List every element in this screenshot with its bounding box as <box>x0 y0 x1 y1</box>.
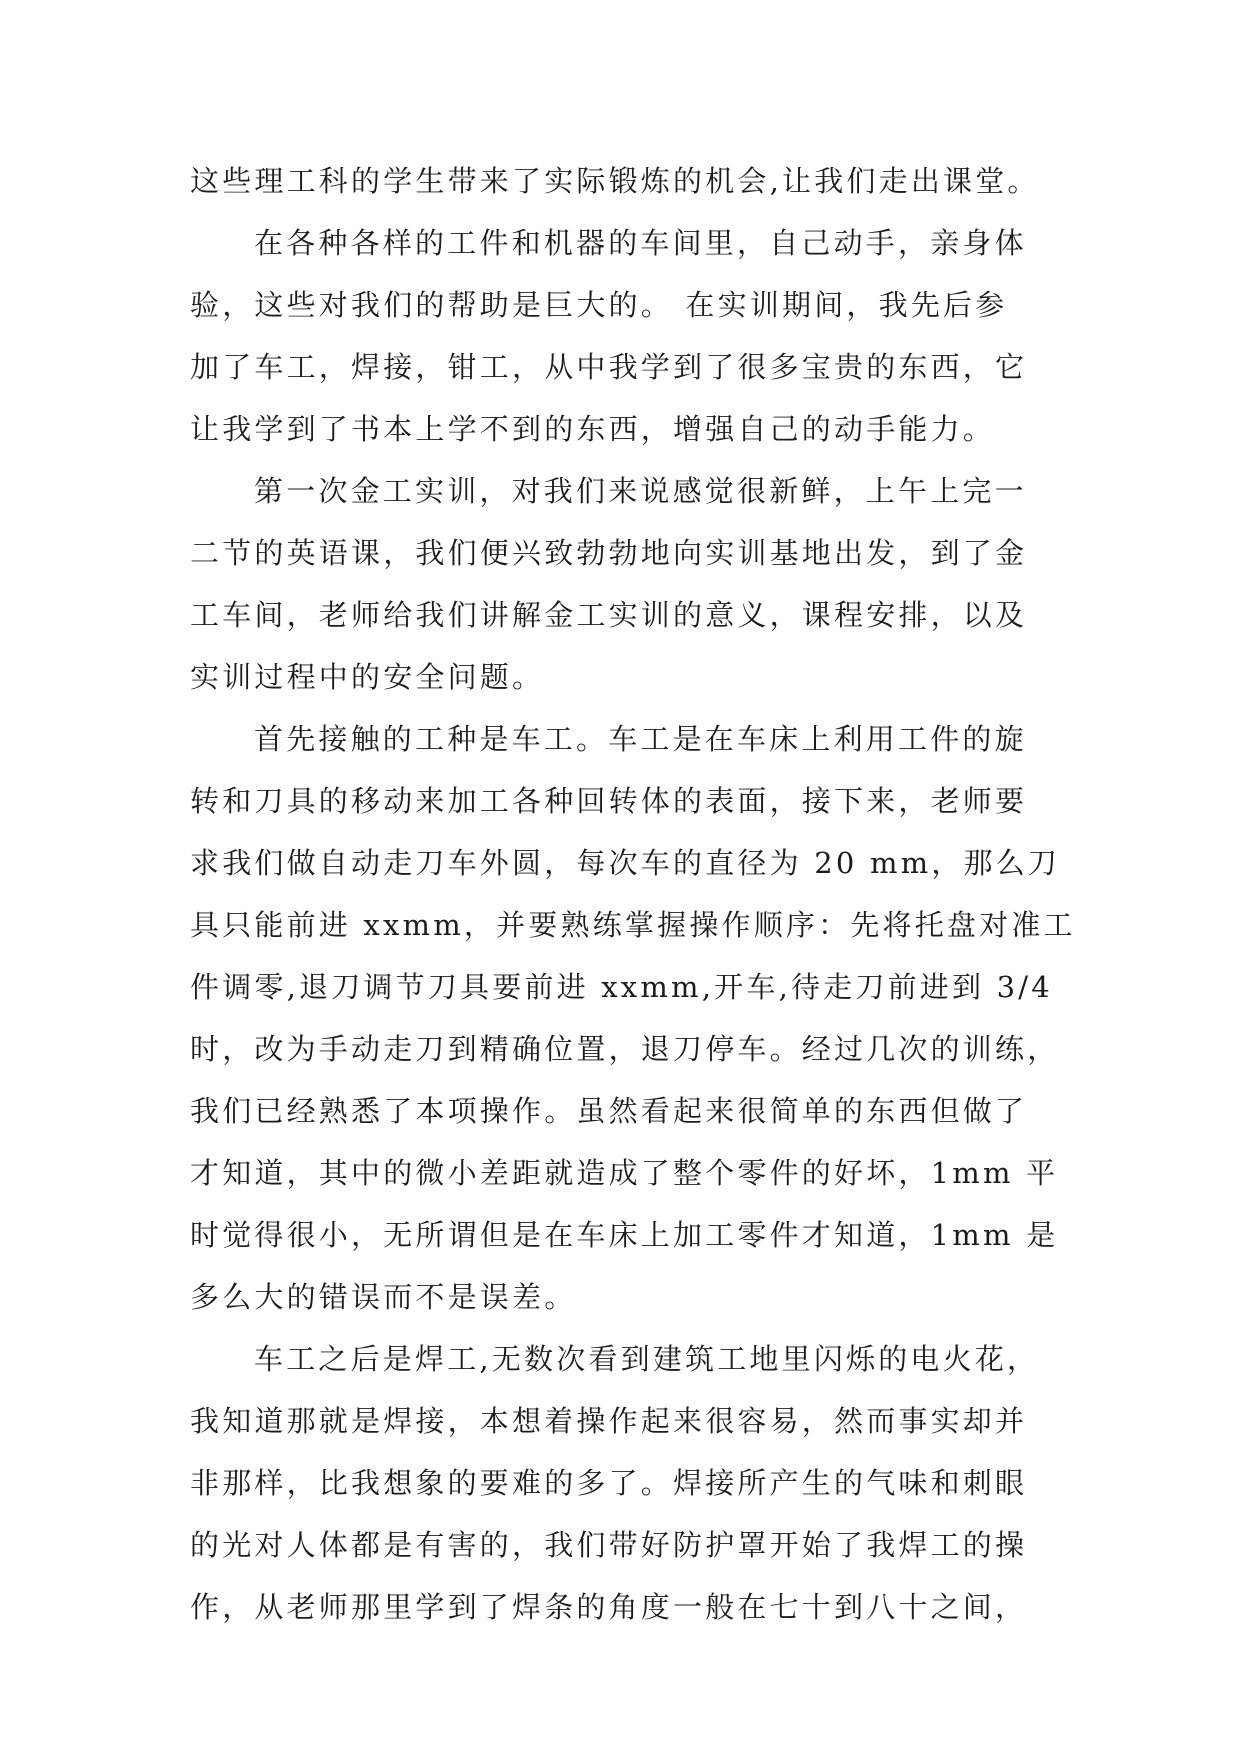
paragraph-start-line: 首先接触的工种是车工。车工是在车床上利用工件的旋 <box>254 722 1027 756</box>
text-line: 时觉得很小，无所谓但是在车床上加工零件才知道，1mm 是 <box>190 1218 1059 1252</box>
text-line: 实训过程中的安全问题。 <box>190 660 545 694</box>
text-line: 加了车工，焊接，钳工，从中我学到了很多宝贵的东西，它 <box>190 350 1028 384</box>
paragraph-start-line: 第一次金工实训，对我们来说感觉很新鲜，上午上完一 <box>254 474 1027 508</box>
text-line: 验，这些对我们的帮助是巨大的。 在实训期间，我先后参 <box>190 288 1008 322</box>
text-line: 我们已经熟悉了本项操作。虽然看起来很简单的东西但做了 <box>190 1094 1028 1128</box>
text-line: 件调零,退刀调节刀具要前进 xxmm,开车,待走刀前进到 3/4 <box>190 970 1053 1004</box>
text-line: 才知道，其中的微小差距就造成了整个零件的好坏，1mm 平 <box>190 1156 1059 1190</box>
text-line: 工车间，老师给我们讲解金工实训的意义，课程安排，以及 <box>190 598 1028 632</box>
text-line: 求我们做自动走刀车外圆，每次车的直径为 20 mm，那么刀 <box>190 846 1061 880</box>
text-line: 时，改为手动走刀到精确位置，退刀停车。经过几次的训练， <box>190 1032 1060 1066</box>
text-line: 具只能前进 xxmm，并要熟练掌握操作顺序：先将托盘对准工 <box>190 908 1076 942</box>
text-line: 非那样，比我想象的要难的多了。焊接所产生的气味和刺眼 <box>190 1466 1028 1500</box>
text-line: 二节的英语课，我们便兴致勃勃地向实训基地出发，到了金 <box>190 536 1028 570</box>
text-line: 这些理工科的学生带来了实际锻炼的机会,让我们走出课堂。 <box>190 164 1040 198</box>
text-line: 我知道那就是焊接，本想着操作起来很容易，然而事实却并 <box>190 1404 1028 1438</box>
text-line: 作，从老师那里学到了焊条的角度一般在七十到八十之间， <box>190 1590 1028 1624</box>
document-body <box>190 150 1076 1638</box>
text-line: 转和刀具的移动来加工各种回转体的表面，接下来，老师要 <box>190 784 1028 818</box>
text-line: 多么大的错误而不是误差。 <box>190 1280 577 1314</box>
text-line: 的光对人体都是有害的，我们带好防护罩开始了我焊工的操 <box>190 1528 1028 1562</box>
text-line: 让我学到了书本上学不到的东西，增强自己的动手能力。 <box>190 412 996 446</box>
paragraph-start-line: 在各种各样的工件和机器的车间里，自己动手，亲身体 <box>254 226 1027 260</box>
paragraph-start-line: 车工之后是焊工,无数次看到建筑工地里闪烁的电火花， <box>254 1342 1040 1376</box>
